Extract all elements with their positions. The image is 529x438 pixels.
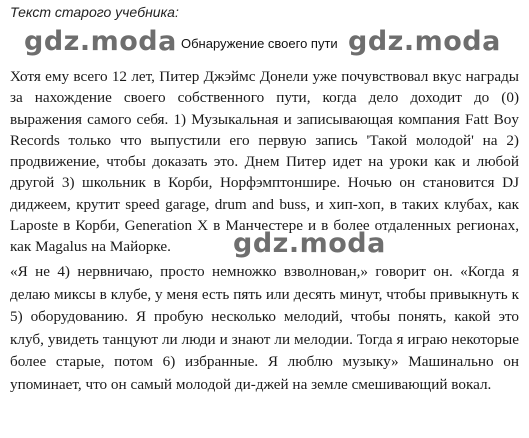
paragraph-2: «Я не 4) нервничаю, просто немножко взволнован,» говорит он. «Когда я делаю миксы в клубе, у меня есть пять или десять минут, чтобы привыкнуть к 5) оборудованию. Я пробую несколько мелодий, чтобы понять, какой это клуб, увидеть танцуют ли люди и знают ли мелодии. Тогда я играю некоторые более старые, потом 6) избранные. Я люблю музыку» Машинально он упоминает, что он самый молодой ди-джей на земле смешивающий вокал. bbox=[10, 263, 519, 393]
watermark-logo: gdz.moda bbox=[233, 228, 386, 259]
watermark-logo: gdz.moda bbox=[348, 26, 501, 57]
paragraph-1: Хотя ему всего 12 лет, Питер Джэймс Донели уже почувствовал вкус награды за нахождение своего собственного пути, когда дело доходит до (0) выражения самого себя. 1) Музыкальная и записывающая компания Fatt Boy Records только что выпустили его первую запись 'Такой молодой' на 2) продвижение, чтобы доказать это. Днем Питер идет на уроки как и любой другой 3) школьник в Корби, Норфэмптоншире. Ночью он становится DJ диджеем, крутит speed garage, drum and buss, и хип-хоп, в таких клубах, как Laposte в Корби, Generation X в Манчестере и в более отдаленных регионах, как Magalus на Майорке. bbox=[10, 68, 519, 256]
watermark-logo: gdz.moda bbox=[24, 26, 177, 57]
old-textbook-label: Текст старого учебника: bbox=[10, 4, 179, 20]
text-title: Обнаружение своего пути bbox=[181, 36, 338, 51]
